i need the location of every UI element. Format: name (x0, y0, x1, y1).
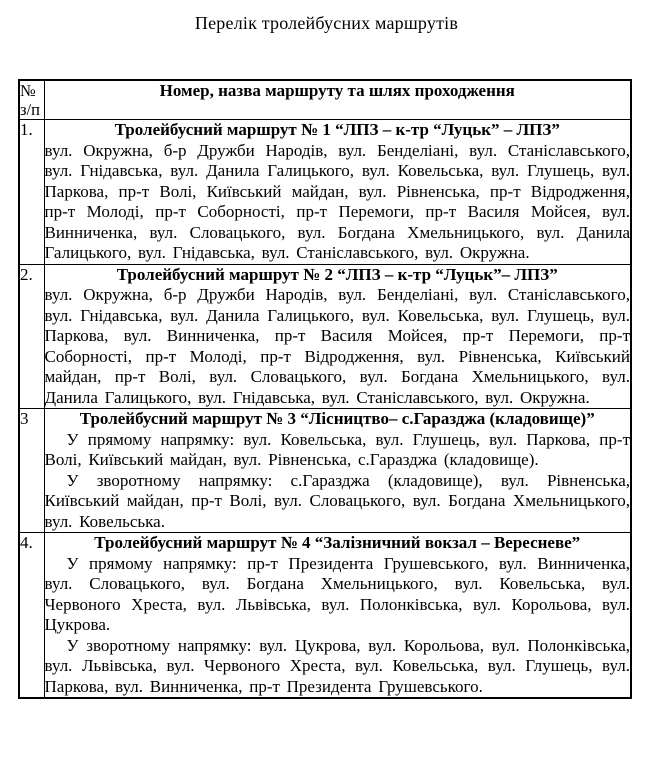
route-heading: Тролейбусний маршрут № 1 “ЛПЗ – к-тр “Луцьк” – ЛПЗ” (114, 120, 560, 139)
row-number: 1. (19, 120, 44, 265)
route-description-reverse: У зворотному напрямку: вул. Цукрова, вул. Корольова, вул. Полонківська, вул. Львівська, вул. Червоного Хреста, вул. Ковельська, вул. Глушець, вул. Паркова, вул. Винниченка, пр-т Президента Грушевського. (44, 635, 630, 696)
route-description-reverse: У зворотному напрямку: с.Гаразджа (кладовище), вул. Рівненська, Київський майдан, пр-т Волі, вул. Словацького, вул. Богдана Хмельницького, вул. Ковельська. (44, 470, 630, 531)
header-number-line2: з/п (20, 100, 40, 119)
table-header-row (19, 80, 631, 120)
route-cell (44, 409, 631, 533)
header-number-line1: № (20, 81, 36, 100)
table-row-route-2 (19, 264, 631, 409)
route-heading: Тролейбусний маршрут № 2 “ЛПЗ – к-тр “Луцьк”– ЛПЗ” (116, 264, 558, 284)
route-description-forward: У прямому напрямку: пр-т Президента Грушевського, вул. Винниченка, вул. Словацького, вул. Богдана Хмельницького, вул. Ковельська, вул. Червоного Хреста, вул. Львівська, вул. Полонківська, вул. Корольова, вул. Цукрова. (44, 553, 630, 634)
document-page (0, 13, 653, 768)
table-row-route-4 (19, 533, 631, 699)
table-row-route-3 (19, 409, 631, 533)
route-cell (44, 120, 631, 265)
route-description-forward: У прямому напрямку: вул. Ковельська, вул. Глушець, вул. Паркова, пр-т Волі, Київський майдан, вул. Рівненська, с.Гаразджа (кладовище). (44, 429, 630, 469)
row-number: 4. (19, 533, 44, 699)
header-number-column (19, 80, 44, 120)
routes-table (18, 79, 632, 699)
header-route-column: Номер, назва маршруту та шлях проходження (44, 80, 631, 120)
document-title: Перелік тролейбусних маршрутів (194, 13, 459, 33)
route-description: вул. Окружна, б-р Дружби Народів, вул. Бенделіані, вул. Станіславського, вул. Гнідавська, вул. Данила Галицького, вул. Ковельська, вул. Глушець, вул. Паркова, вул. Винниченка, пр-т Василя Мойсея, пр-т Перемоги, пр-т Соборності, пр-т Молоді, пр-т Відродження, вул. Рівненська, Київський майдан, пр-т Волі, вул. Словацького, вул. Богдана Хмельницького, вул. Данила Галицького, вул. Гнідавська, вул. Станіславського, вул. Окружна. (44, 285, 630, 407)
route-heading: Тролейбусний маршрут № 4 “Залізничний вокзал – Вересневе” (94, 533, 581, 552)
route-heading: Тролейбусний маршрут № 3 “Лісництво– с.Гаразджа (кладовище)” (79, 409, 595, 428)
row-number: 2. (19, 264, 44, 409)
table-row-route-1 (19, 120, 631, 265)
route-cell (44, 533, 631, 699)
row-number: 3 (19, 409, 44, 533)
route-description: вул. Окружна, б-р Дружби Народів, вул. Бенделіані, вул. Станіславського, вул. Гнідавська, вул. Данила Галицького, вул. Ковельська, вул. Глушець, вул. Паркова, пр-т Волі, Київський майдан, вул. Рівненська, пр-т Відродження, пр-т Молоді, пр-т Соборності, пр-т Перемоги, пр-т Василя Мойсея, вул. Винниченка, вул. Словацького, вул. Богдана Хмельницького, вул. Данила Галицького, вул. Гнідавська, вул. Станіславського, вул. Окружна. (44, 140, 630, 262)
route-cell (44, 264, 631, 409)
